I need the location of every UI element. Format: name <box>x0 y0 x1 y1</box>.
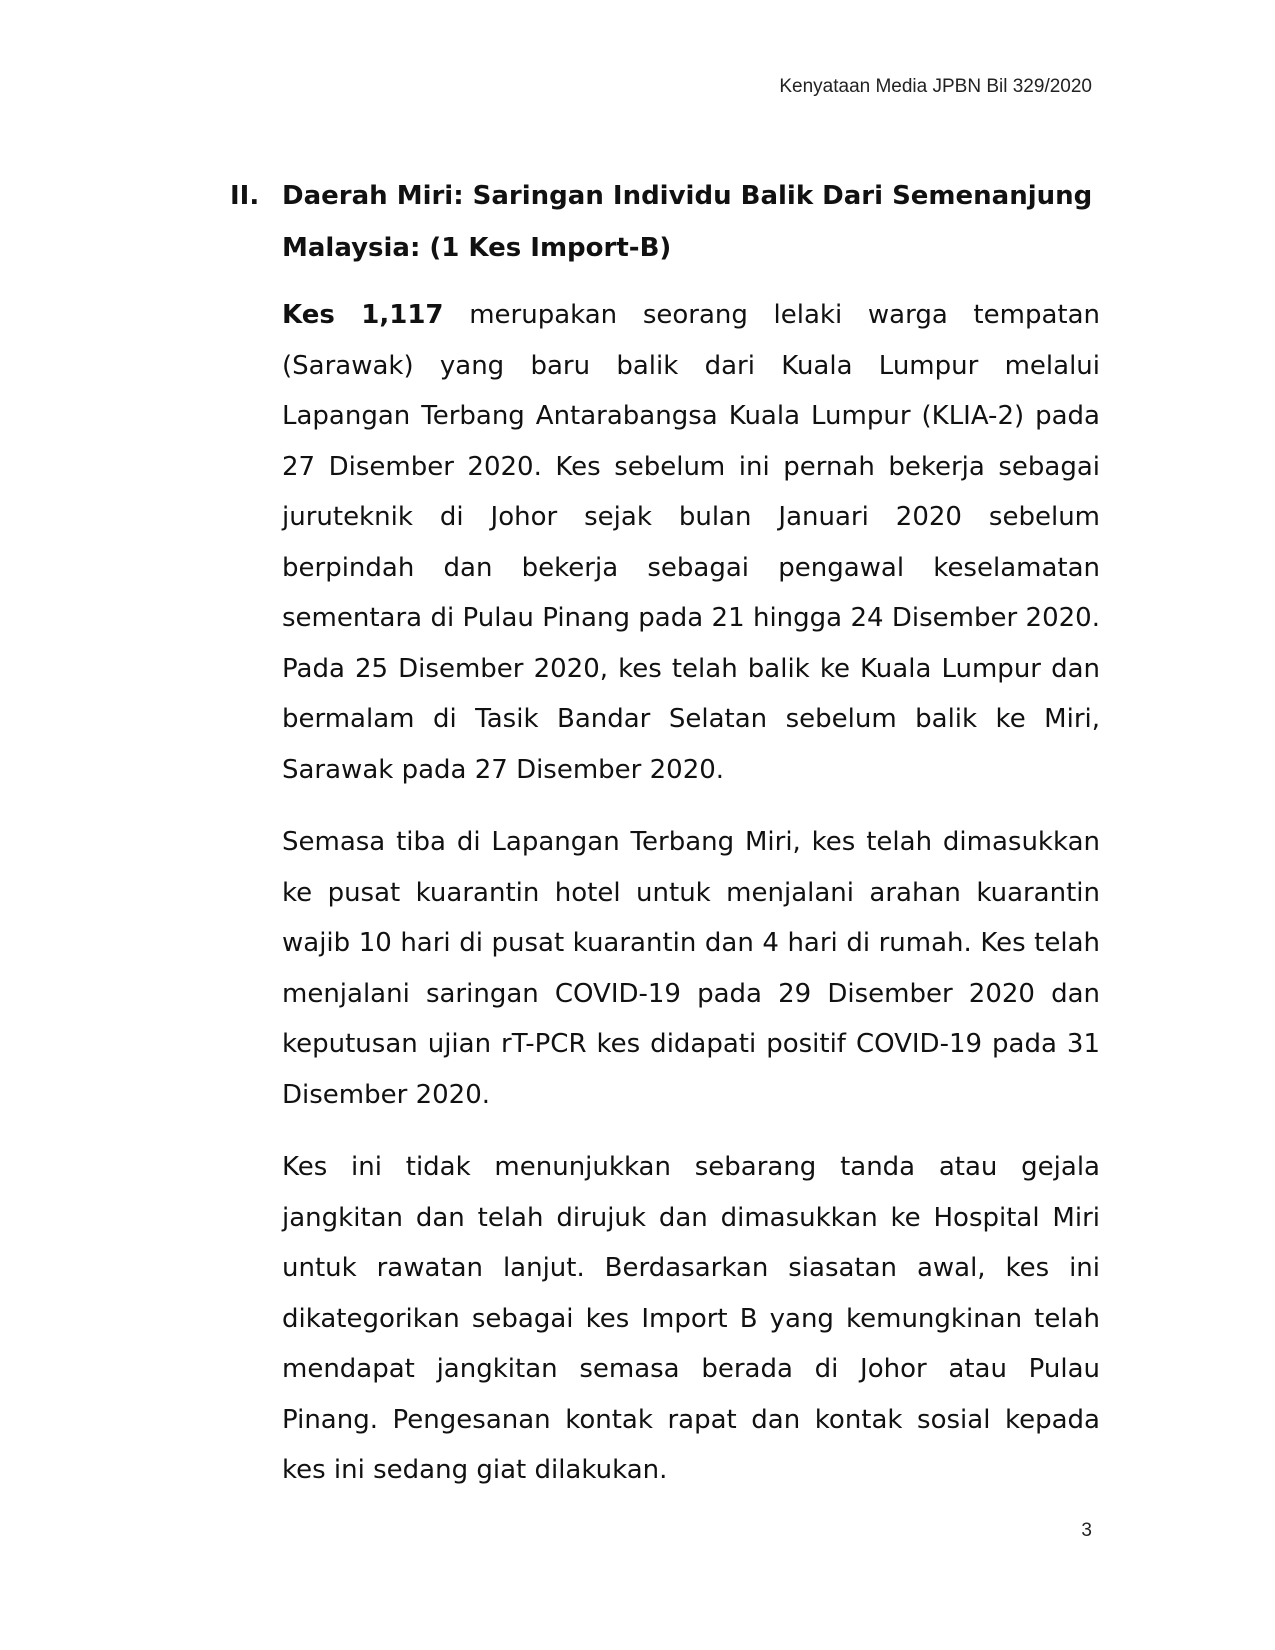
paragraph-case-details <box>282 290 1100 795</box>
section-number: II. <box>230 181 260 211</box>
paragraph-quarantine <box>282 817 1100 1120</box>
document-reference-header: Kenyataan Media JPBN Bil 329/2020 <box>779 76 1092 97</box>
paragraph-status <box>282 1142 1100 1496</box>
section-ii <box>230 170 1100 1518</box>
section-body <box>230 290 1100 1496</box>
paragraph-text: Semasa tiba di Lapangan Terbang Miri, kes telah dimasukkan ke pusat kuarantin hotel untuk menjalani arahan kuarantin wajib 10 hari di pusat kuarantin dan 4 hari di rumah. Kes telah menjalani saringan COVID-19 pada 29 Disember 2020 dan keputusan ujian rT-PCR kes didapati positif COVID-19 pada 31 Disember 2020. <box>282 827 1100 1110</box>
paragraph-text: merupakan seorang lelaki warga tempatan (Sarawak) yang baru balik dari Kuala Lumpur melalui Lapangan Terbang Antarabangsa Kuala Lumpur (KLIA-2) pada 27 Disember 2020. Kes sebelum ini pernah bekerja sebagai juruteknik di Johor sejak bulan Januari 2020 sebelum berpindah dan bekerja sebagai pengawal keselamatan sementara di Pulau Pinang pada 21 hingga 24 Disember 2020. Pada 25 Disember 2020, kes telah balik ke Kuala Lumpur dan bermalam di Tasik Bandar Selatan sebelum balik ke Miri, Sarawak pada 27 Disember 2020. <box>282 300 1100 785</box>
paragraph-text: Kes ini tidak menunjukkan sebarang tanda atau gejala jangkitan dan telah dirujuk dan dimasukkan ke Hospital Miri untuk rawatan lanjut. Berdasarkan siasatan awal, kes ini dikategorikan sebagai kes Import B yang kemungkinan telah mendapat jangkitan semasa berada di Johor atau Pulau Pinang. Pengesanan kontak rapat dan kontak sosial kepada kes ini sedang giat dilakukan. <box>282 1152 1100 1485</box>
case-number-lead: Kes 1,117 <box>282 300 444 330</box>
section-title: Daerah Miri: Saringan Individu Balik Dari Semenanjung Malaysia: (1 Kes Import-B) <box>282 181 1093 263</box>
section-heading <box>230 170 1100 274</box>
page-number: 3 <box>1081 1520 1092 1541</box>
